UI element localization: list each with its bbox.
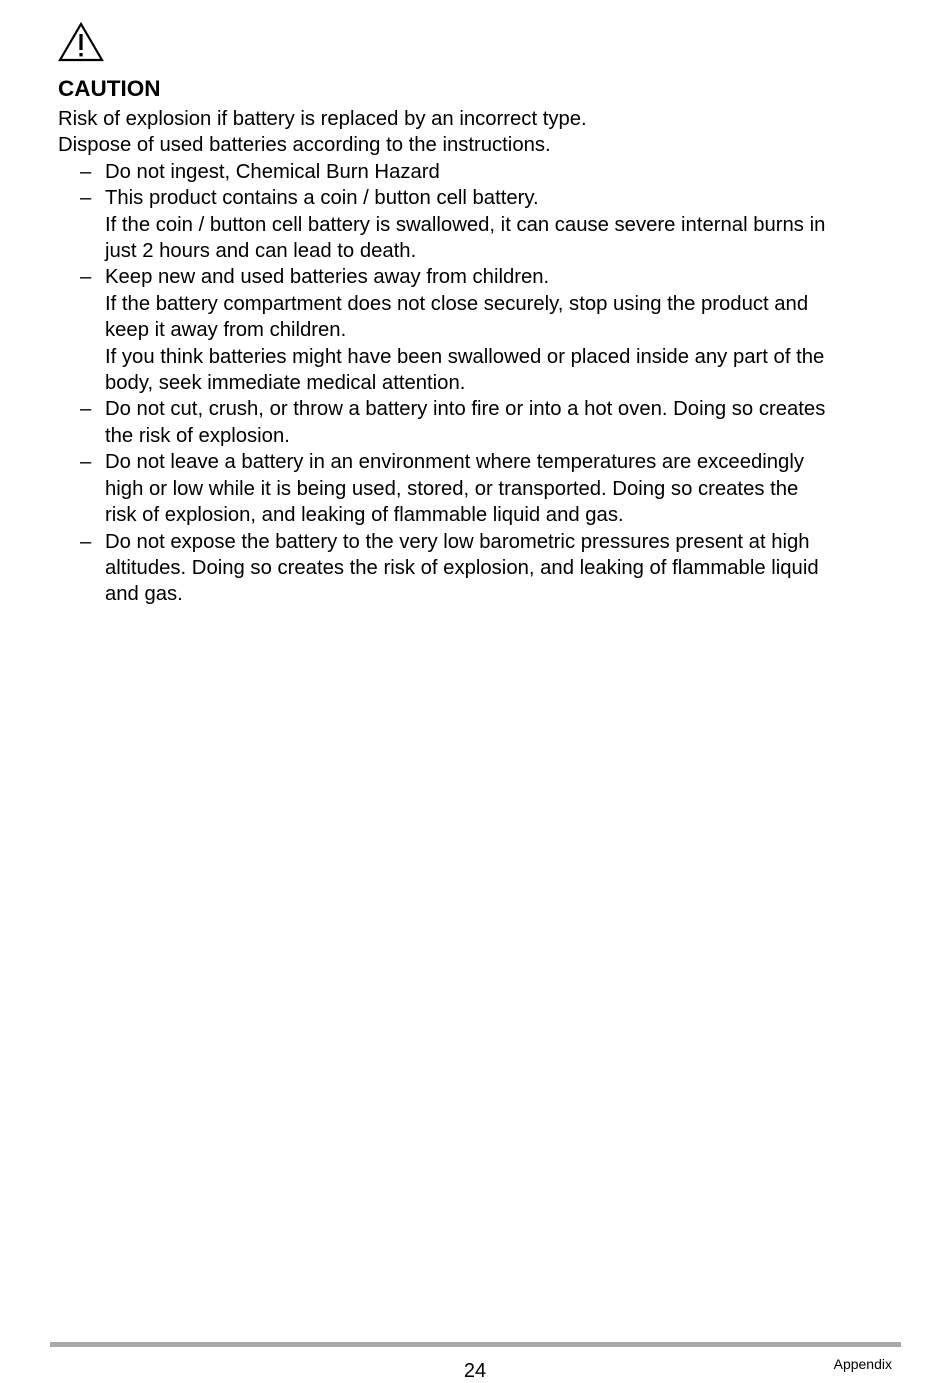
- caution-list-item: [58, 449, 898, 528]
- bullet-line: risk of explosion, and leaking of flammable liquid and gas.: [105, 504, 624, 527]
- caution-list-item: [58, 159, 898, 185]
- bullet-line: and gas.: [105, 583, 183, 606]
- bullet-line: Do not cut, crush, or throw a battery into fire or into a hot oven. Doing so creates: [105, 398, 826, 421]
- caution-list-item: [58, 264, 898, 396]
- bullet-line: This product contains a coin / button cell battery.: [105, 187, 539, 210]
- bullet-line: altitudes. Doing so creates the risk of explosion, and leaking of flammable liquid: [105, 556, 819, 579]
- bullet-line: If you think batteries might have been swallowed or placed inside any part of the: [105, 345, 825, 368]
- bullet-dash: –: [80, 266, 92, 289]
- bullet-dash: –: [80, 451, 92, 474]
- caution-list-item: [58, 396, 898, 449]
- bullet-line: the risk of explosion.: [105, 424, 290, 447]
- bullet-line: Do not ingest, Chemical Burn Hazard: [105, 160, 440, 183]
- bullet-line: If the battery compartment does not close securely, stop using the product and: [105, 292, 809, 315]
- section-label: Appendix: [833, 1356, 892, 1372]
- bullet-line: Do not leave a battery in an environment where temperatures are exceedingly: [105, 451, 804, 474]
- bullet-dash: –: [80, 398, 92, 421]
- bullet-line: just 2 hours and can lead to death.: [105, 240, 417, 263]
- caution-list-item: [58, 529, 898, 608]
- caution-heading: CAUTION: [58, 76, 161, 101]
- caution-list: [58, 159, 898, 608]
- bullet-line: high or low while it is being used, stored, or transported. Doing so creates the: [105, 477, 799, 500]
- bullet-dash: –: [80, 187, 92, 210]
- bullet-line: If the coin / button cell battery is swallowed, it can cause severe internal burns in: [105, 213, 826, 236]
- intro-line: Dispose of used batteries according to the instructions.: [58, 134, 551, 157]
- bullet-line: Keep new and used batteries away from children.: [105, 266, 550, 289]
- page-number: 24: [463, 1360, 487, 1382]
- bullet-dash: –: [80, 160, 92, 183]
- bullet-line: body, seek immediate medical attention.: [105, 372, 466, 395]
- footer-rule: [50, 1342, 901, 1347]
- bullet-line: Do not expose the battery to the very low barometric pressures present at high: [105, 530, 810, 553]
- intro-line: Risk of explosion if battery is replaced by an incorrect type.: [58, 108, 587, 130]
- caution-list-item: [58, 185, 898, 264]
- bullet-line: keep it away from children.: [105, 319, 347, 342]
- bullet-dash: –: [80, 530, 92, 553]
- warning-triangle-icon: [58, 22, 104, 62]
- caution-body: [58, 106, 898, 608]
